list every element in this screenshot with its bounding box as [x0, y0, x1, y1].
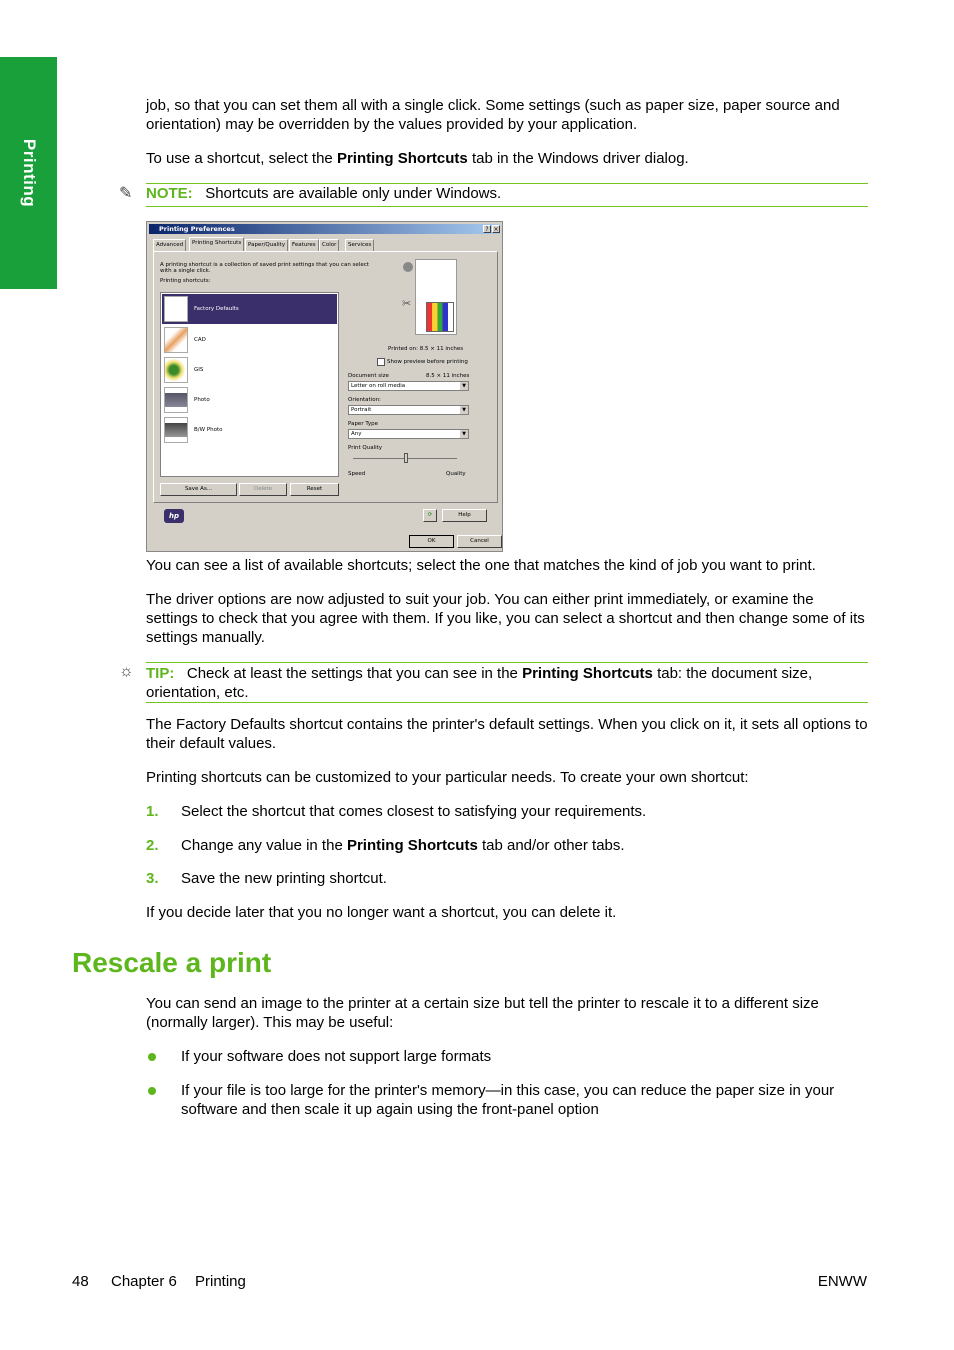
- reset-button[interactable]: Reset: [290, 483, 339, 496]
- printed-on: Printed on: 8.5 × 11 inches: [388, 346, 464, 352]
- tab-features[interactable]: Features: [289, 239, 319, 251]
- document-size-select[interactable]: Letter on roll media ▼: [348, 381, 469, 391]
- shortcut-factory-defaults[interactable]: Factory Defaults: [162, 294, 337, 324]
- document-size-label: Document size: [348, 373, 389, 379]
- step-number: 1.: [146, 803, 159, 820]
- tab-services[interactable]: Services: [345, 239, 374, 251]
- paragraph-rescale: You can send an image to the printer at a certain size but tell the printer to rescale it to a different size (normally larger). This may be useful:: [146, 995, 819, 1031]
- paragraph-intro: job, so that you can set them all with a single click. Some settings (such as paper size, paper source and orientation) may be overridden by the values provided by your application.: [146, 97, 840, 133]
- close-icon[interactable]: ×: [493, 226, 499, 233]
- quality-label: Quality: [446, 471, 466, 477]
- refresh-icon[interactable]: ⟳: [423, 509, 437, 522]
- side-tab: [0, 57, 57, 289]
- blank-page-icon: [164, 296, 188, 322]
- hp-logo: hp: [164, 509, 184, 523]
- chevron-down-icon: ▼: [460, 430, 468, 438]
- shortcut-cad[interactable]: CAD: [162, 325, 337, 355]
- step-item: Select the shortcut that comes closest to satisfying your requirements.: [181, 803, 647, 820]
- page-preview: [415, 259, 457, 335]
- cancel-button[interactable]: Cancel: [457, 535, 502, 548]
- delete-button[interactable]: Delete: [239, 483, 287, 496]
- note-text: Shortcuts are available only under Windows.: [205, 185, 502, 202]
- speed-label: Speed: [348, 471, 366, 477]
- paragraph-customize: Printing shortcuts can be customized to your particular needs. To create your own shortcut:: [146, 769, 749, 786]
- paragraph-select-tab: To use a shortcut, select the Printing Shortcuts tab in the Windows driver dialog.: [146, 150, 689, 167]
- dialog-title: Printing Preferences: [149, 224, 500, 234]
- tip-label: TIP:: [146, 665, 175, 682]
- list-item: If your file is too large for the printer's memory—in this case, you can reduce the paper size in your software and then scale it up again using the front-panel option: [181, 1082, 835, 1118]
- note-label: NOTE:: [146, 185, 193, 202]
- map-icon: [164, 357, 188, 383]
- paragraph-delete: If you decide later that you no longer want a shortcut, you can delete it.: [146, 904, 617, 921]
- show-preview-checkbox[interactable]: [377, 358, 385, 366]
- tip-box: TIP: Check at least the settings that you can see in the Printing Shortcuts tab: the document size, orientation, etc.: [146, 662, 868, 703]
- document-size-value: 8.5 × 11 inches: [426, 373, 470, 379]
- help-button[interactable]: Help: [442, 509, 487, 522]
- section-heading: Rescale a print: [72, 947, 272, 978]
- tab-advanced[interactable]: Advanced: [153, 239, 186, 251]
- paragraph-driver-options: The driver options are now adjusted to suit your job. You can either print immediately, or examine the settings to check that you agree with them. If you like, you can select a shortcut and then change some of its settings manually.: [146, 591, 865, 646]
- lightbulb-icon: ☼: [119, 663, 134, 680]
- shortcuts-list[interactable]: [160, 292, 339, 477]
- step-number: 2.: [146, 837, 159, 854]
- bullet-icon: [148, 1053, 156, 1061]
- note-box: [146, 183, 868, 207]
- print-quality-slider[interactable]: [404, 453, 408, 463]
- tab-paper-quality[interactable]: Paper/Quality: [245, 239, 288, 251]
- footer-chapter: Chapter 6: [111, 1273, 177, 1290]
- save-as-button[interactable]: Save As...: [160, 483, 237, 496]
- roll-icon: [403, 262, 413, 272]
- orientation-select[interactable]: Portrait ▼: [348, 405, 469, 415]
- paper-type-select[interactable]: Any ▼: [348, 429, 469, 439]
- shortcuts-label: Printing shortcuts:: [160, 278, 211, 284]
- orientation-label: Orientation:: [348, 397, 381, 403]
- chevron-down-icon: ▼: [460, 406, 468, 414]
- paragraph-factory-defaults: The Factory Defaults shortcut contains the printer's default settings. When you click on it, it sets all options to their default values.: [146, 716, 868, 752]
- side-tab-label: Printing: [20, 138, 39, 208]
- bullet-icon: [148, 1087, 156, 1095]
- footer-right: ENWW: [817, 1273, 867, 1290]
- footer-section: Printing: [195, 1273, 246, 1290]
- photo-icon: [164, 387, 188, 413]
- step-number: 3.: [146, 870, 159, 887]
- intro-line-2: with a single click.: [160, 268, 211, 274]
- printing-preferences-dialog: [146, 221, 503, 552]
- show-preview-label: Show preview before printing: [387, 359, 468, 365]
- preview-image: [426, 302, 454, 332]
- bw-photo-icon: [164, 417, 188, 443]
- shortcut-photo[interactable]: Photo: [162, 385, 337, 415]
- shortcut-gis[interactable]: GIS: [162, 355, 337, 385]
- scissors-icon: ✂: [402, 297, 412, 310]
- shortcut-bw-photo[interactable]: B/W Photo: [162, 415, 337, 445]
- help-title-button[interactable]: ?: [483, 225, 491, 233]
- cad-drawing-icon: [164, 327, 188, 353]
- intro-line-1: A printing shortcut is a collection of saved print settings that you can select: [160, 262, 369, 268]
- list-item: If your software does not support large formats: [181, 1048, 492, 1065]
- tab-color[interactable]: Color: [319, 239, 339, 251]
- print-quality-label: Print Quality: [348, 445, 383, 451]
- chevron-down-icon: ▼: [460, 382, 468, 390]
- step-item: Change any value in the Printing Shortcuts tab and/or other tabs.: [181, 837, 625, 854]
- step-item: Save the new printing shortcut.: [181, 870, 387, 887]
- paragraph-list: You can see a list of available shortcuts; select the one that matches the kind of job you want to print.: [146, 557, 816, 574]
- tab-printing-shortcuts[interactable]: Printing Shortcuts: [189, 237, 244, 251]
- ok-button[interactable]: OK: [409, 535, 454, 548]
- paper-type-label: Paper Type: [348, 421, 378, 427]
- note-icon: ✎: [119, 185, 133, 202]
- footer-page-number: 48: [72, 1273, 89, 1290]
